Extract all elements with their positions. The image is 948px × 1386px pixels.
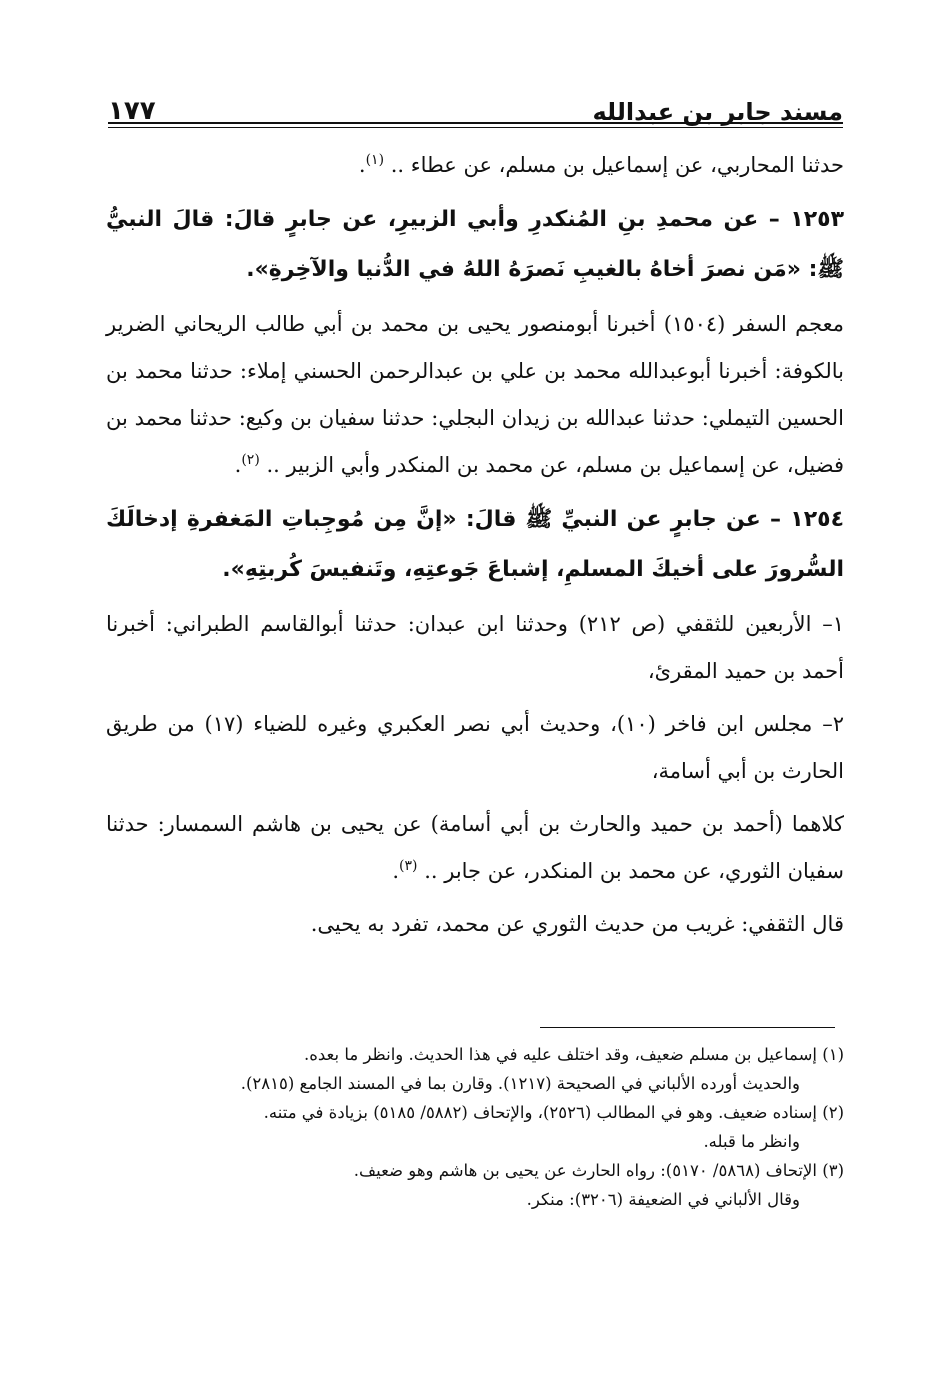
paragraph: قال الثقفي: غريب من حديث الثوري عن محمد، تفرد به يحيى. [310, 912, 844, 936]
hadith-text: ١٢٥٣ – عن محمدِ بنِ المُنكدرِ وأبي الزبيرِ، عن جابرٍ قالَ: قالَ النبيُّ ﷺ: «مَن نصرَ أخاهُ بالغيبِ نَصرَهُ اللهُ في الدُّنيا والآخِرةِ». [106, 207, 844, 282]
footnote: (٢) إسناده ضعيف. وهو في المطالب (٢٥٢٦)، والإتحاف (٥٨٨٢/ ٥١٨٥) بزيادة في متنه. [263, 1103, 844, 1122]
paragraph: معجم السفر (١٥٠٤) أخبرنا أبومنصور يحيى بن محمد بن أبي طالب الريحاني الضرير بالكوفة: أخبرنا أبوعبدالله محمد بن علي بن عبدالرحمن الحسني إملاء: حدثنا محمد بن الحسين التيملي: حدثنا عبدالله بن زيدان البجلي: حدثنا سفيان بن وكيع: حدثنا محمد بن فضيل، عن إسماعيل بن مسلم، عن محمد بن المنكدر وأبي الزبير .. $^{(٢)}$. [106, 312, 845, 477]
footnotes [106, 1040, 844, 1214]
paragraph: ٢– مجلس ابن فاخر (١٠)، وحديث أبي نصر العكبري وغيره للضياء (١٧) من طريق الحارث بن أبي أسامة، [106, 712, 845, 783]
footnote: (٣) الإتحاف (٥٨٦٨/ ٥١٧٠): رواه الحارث عن يحيى بن هاشم وهو ضعيف. [353, 1161, 844, 1180]
page-header [108, 86, 843, 126]
running-title: مسند جابر بن عبدالله [592, 98, 843, 126]
footnote-continuation: والحديث أورده الألباني في الصحيحة (١٢١٧). وقارن بما في المسند الجامع (٢٨١٥). [240, 1074, 800, 1093]
footnote-continuation: وانظر ما قبله. [703, 1132, 800, 1151]
footnote-ref: (٣) [399, 858, 418, 874]
paragraph: ١– الأربعين للثقفي (ص ٢١٢) وحدثنا ابن عبدان: حدثنا أبوالقاسم الطبراني: أخبرنا أحمد بن حميد المقرئ، [106, 612, 844, 683]
paragraph: حدثنا المحاربي، عن إسماعيل بن مسلم، عن عطاء .. $^{(١)}$. [358, 152, 844, 177]
paragraph: كلاهما (أحمد بن حميد والحارث بن أبي أسامة) عن يحيى بن هاشم السمسار: حدثنا سفيان الثوري، عن محمد بن المنكدر، عن جابر .. $^{(٣)}$. [106, 812, 844, 883]
header-rule-thin [108, 127, 843, 128]
footnote: (١) إسماعيل بن مسلم ضعيف، وقد اختلف عليه في هذا الحديث. وانظر ما بعده. [304, 1045, 844, 1064]
footnote-ref: (١) [365, 152, 385, 168]
page-number: ١٧٧ [108, 96, 156, 126]
main-text [106, 142, 844, 948]
footnote-separator [540, 1027, 835, 1028]
footnote-continuation: وقال الألباني في الضعيفة (٣٢٠٦): منكر. [526, 1190, 800, 1209]
header-rule [108, 122, 843, 124]
hadith-text: ١٢٥٤ – عن جابرٍ عن النبيِّ ﷺ قالَ: «إنَّ مِن مُوجِباتِ المَغفرةِ إدخالَكَ السُّرورَ على أخيكَ المسلمِ، إشباعَ جَوعتِهِ، وتَنفيسَ كُربتِهِ». [106, 507, 844, 582]
footnote-ref: (٢) [241, 452, 260, 468]
